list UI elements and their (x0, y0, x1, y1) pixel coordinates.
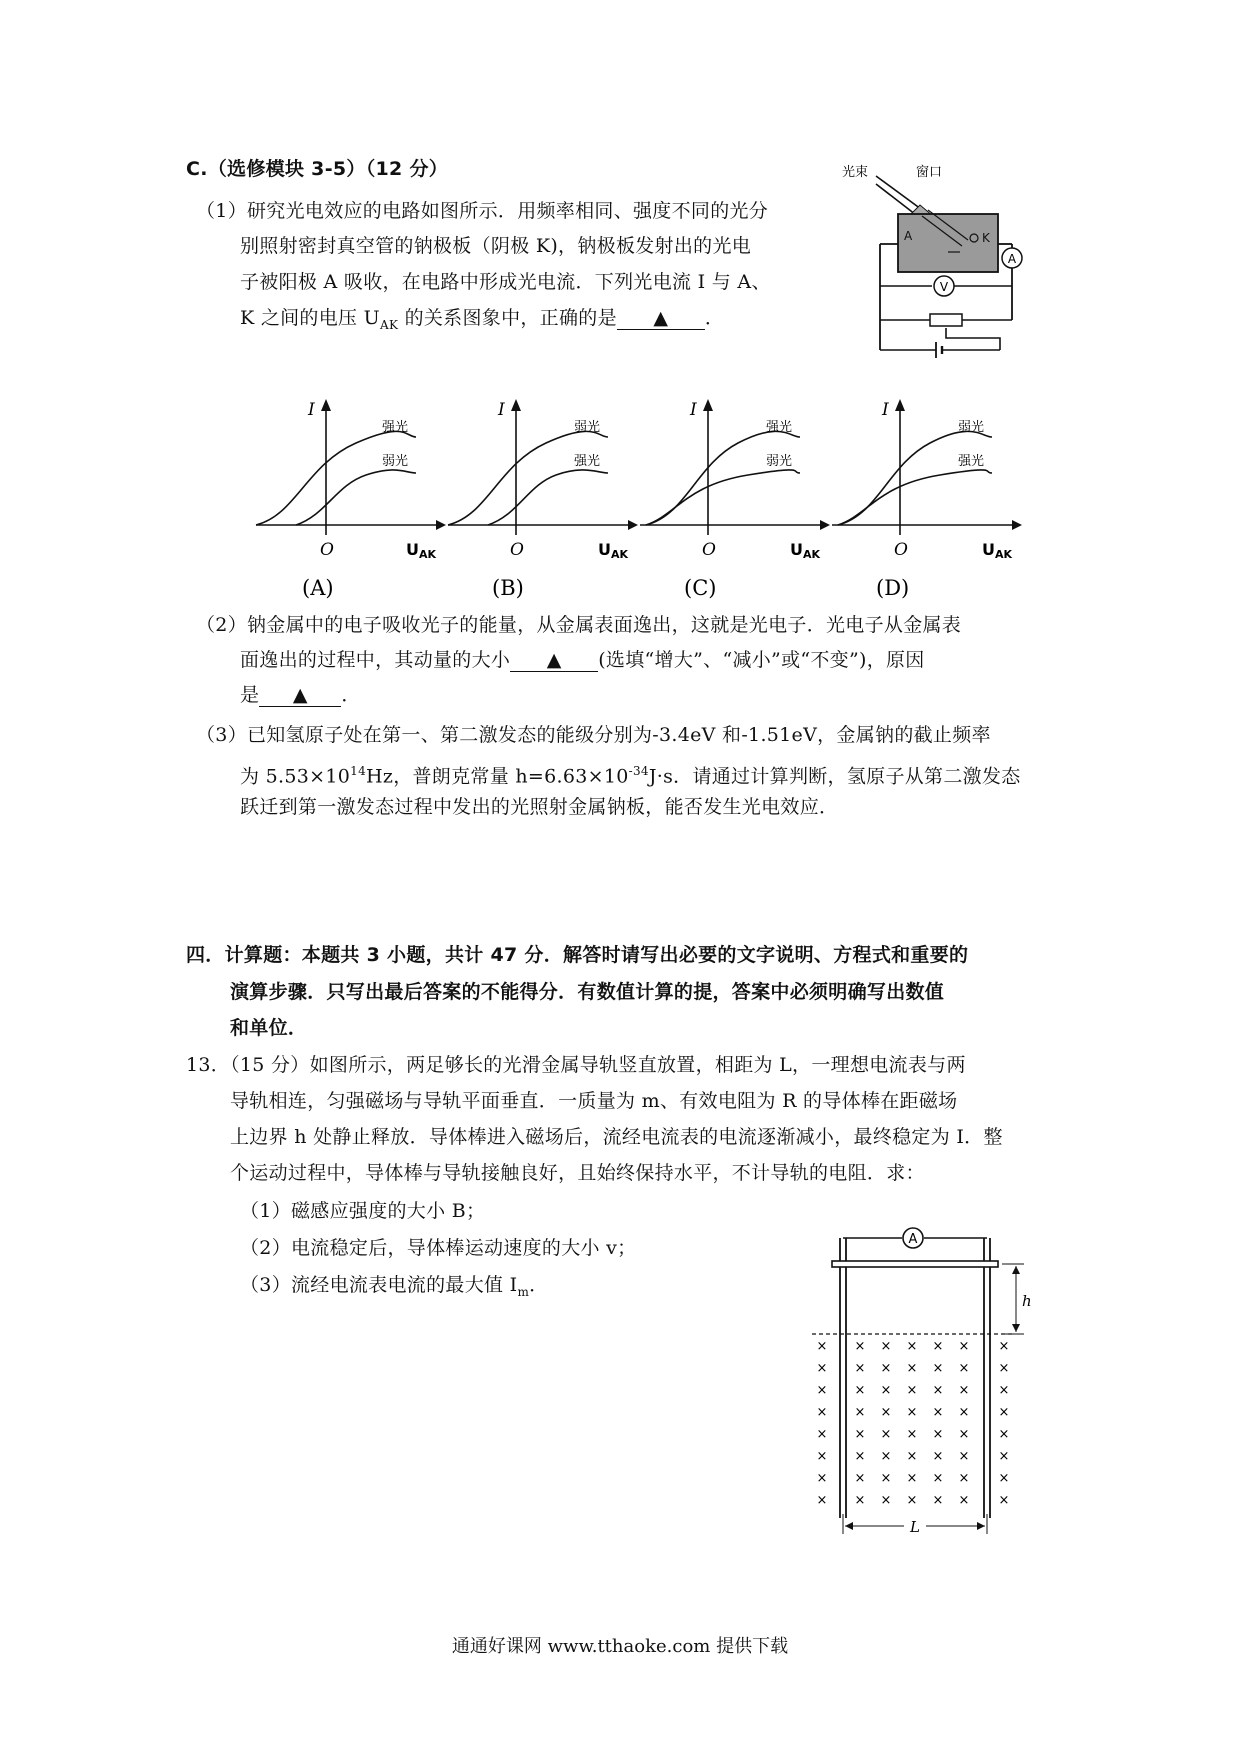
photoelectric-circuit-diagram (840, 160, 1040, 380)
field-mark: × (958, 1405, 970, 1420)
iu-graph-1 (256, 395, 456, 600)
rail-magnetic-field-figure (808, 1228, 1048, 1548)
origin-label: O (510, 540, 524, 560)
field-mark: × (932, 1471, 944, 1486)
option-label: (A) (302, 576, 334, 600)
lower-curve (838, 470, 992, 525)
q13-sub3-sub: m (517, 1284, 530, 1299)
field-mark: × (958, 1427, 970, 1442)
window-label: 窗口 (916, 165, 943, 180)
q3-line3: 跃迁到第一激发态过程中发出的光照射金属钠板，能否发生光电效应． (240, 796, 839, 818)
q2-line3-post: ． (341, 684, 361, 706)
q13-sub3-end: ． (529, 1274, 549, 1296)
field-mark: × (880, 1383, 892, 1398)
x-axis-label: U (982, 540, 995, 559)
q3-line2 (240, 759, 1021, 788)
upper-curve (646, 431, 800, 525)
q2-line1: （2）钠金属中的电子吸收光子的能量，从金属表面逸出，这就是光电子．光电子从金属表 (196, 614, 962, 636)
lower-curve-label: 强光 (574, 454, 601, 469)
lower-curve (488, 470, 608, 525)
q2-line3-pre: 是 (240, 684, 260, 706)
field-mark: × (880, 1471, 892, 1486)
field-mark: × (906, 1449, 918, 1464)
upper-curve-label: 弱光 (958, 420, 985, 435)
iu-graph-2 (448, 395, 648, 600)
q2-line2-pre: 面逸出的过程中，其动量的大小 (240, 649, 511, 671)
field-mark: × (816, 1383, 828, 1398)
y-axis-label: I (498, 400, 505, 420)
field-mark: × (906, 1427, 918, 1442)
q1-line4-mid: 的关系图象中，正确的是 (398, 307, 617, 329)
q1-line3: 子被阳极 A 吸收，在电路中形成光电流．下列光电流 I 与 A、 (240, 271, 771, 293)
iu-graph-3 (640, 395, 840, 600)
field-mark: × (958, 1339, 970, 1354)
field-mark: × (816, 1405, 828, 1420)
q13-line1: 13．（15 分）如图所示，两足够长的光滑金属导轨竖直放置，相距为 L，一理想电流表与两 (186, 1054, 966, 1076)
field-mark: × (854, 1339, 866, 1354)
lower-curve-label: 弱光 (382, 454, 409, 469)
q2-momentum-blank[interactable]: ▲ (510, 649, 598, 672)
width-label: L (910, 1518, 920, 1536)
field-mark: × (854, 1493, 866, 1508)
field-mark: × (958, 1471, 970, 1486)
x-axis-label: U (598, 540, 611, 559)
origin-label: O (894, 540, 908, 560)
field-mark: × (816, 1493, 828, 1508)
section-iv-line3: 和单位． (230, 1017, 308, 1039)
field-mark: × (958, 1493, 970, 1508)
x-axis-label: U (406, 540, 419, 559)
field-mark: × (816, 1471, 828, 1486)
field-mark: × (932, 1405, 944, 1420)
field-mark: × (854, 1471, 866, 1486)
field-mark: × (932, 1383, 944, 1398)
q3-line2-a: 为 5.53×10 (240, 765, 351, 788)
field-mark: × (932, 1449, 944, 1464)
origin-label: O (320, 540, 334, 560)
origin-label: O (702, 540, 716, 560)
x-axis-arrow (628, 520, 638, 530)
field-mark: × (998, 1471, 1010, 1486)
x-axis-label: U (790, 540, 803, 559)
field-mark: × (958, 1361, 970, 1376)
field-mark: × (880, 1405, 892, 1420)
section-iv-line2: 演算步骤．只写出最后答案的不能得分．有数值计算的提，答案中必须明确写出数值 (230, 981, 945, 1003)
q1-uak-sub: AK (380, 317, 399, 332)
x-axis-arrow (1012, 520, 1022, 530)
upper-curve-label: 强光 (766, 420, 793, 435)
q1-line4 (240, 306, 724, 337)
q13-sub2: （2）电流稳定后，导体棒运动速度的大小 v； (240, 1237, 637, 1259)
field-mark: × (932, 1361, 944, 1376)
q13-sub3-pre: （3）流经电流表电流的最大值 I (240, 1274, 518, 1296)
q3-exp2: -34 (628, 764, 649, 778)
height-label: h (1022, 1292, 1032, 1310)
field-mark: × (932, 1493, 944, 1508)
field-mark: × (906, 1493, 918, 1508)
field-mark: × (906, 1361, 918, 1376)
q3-line1: （3）已知氢原子处在第一、第二激发态的能级分别为-3.4eV 和-1.51eV，金属钠的截止频率 (196, 724, 991, 746)
field-mark: × (958, 1383, 970, 1398)
field-mark: × (880, 1339, 892, 1354)
x-axis-label-sub: AK (995, 548, 1013, 561)
field-mark: × (816, 1427, 828, 1442)
section-iv-line1: 四．计算题：本题共 3 小题，共计 47 分．解答时请写出必要的文字说明、方程式和重要的 (186, 944, 969, 966)
field-mark: × (906, 1339, 918, 1354)
x-axis-arrow (436, 520, 446, 530)
iu-graph-4 (832, 395, 1032, 600)
q13-line2: 导轨相连，匀强磁场与导轨平面垂直．一质量为 m、有效电阻为 R 的导体棒在距磁场 (230, 1090, 958, 1112)
x-axis-arrow (820, 520, 830, 530)
upper-curve (256, 431, 416, 525)
field-mark: × (880, 1427, 892, 1442)
q2-line3 (240, 683, 361, 707)
field-mark: × (854, 1383, 866, 1398)
field-mark: × (854, 1449, 866, 1464)
q2-reason-blank[interactable]: ▲ (259, 684, 341, 707)
section-c-heading: C.（选修模块 3-5）（12 分） (186, 158, 449, 180)
y-axis-label: I (308, 400, 315, 420)
y-axis-label: I (882, 400, 889, 420)
y-axis-arrow (511, 399, 521, 411)
upper-curve-label: 强光 (382, 420, 409, 435)
field-mark: × (998, 1361, 1010, 1376)
x-axis-label-sub: AK (611, 548, 629, 561)
x-axis-label-sub: AK (419, 548, 437, 561)
q1-line2: 别照射密封真空管的钠极板（阴极 K)，钠极板发射出的光电 (240, 235, 752, 257)
field-mark: × (906, 1405, 918, 1420)
field-mark: × (932, 1339, 944, 1354)
q13-line4: 个运动过程中，导体棒与导轨接触良好，且始终保持水平，不计导轨的电阻．求： (230, 1162, 925, 1184)
lower-curve (646, 470, 800, 525)
lower-curve (296, 470, 416, 525)
x-axis-label-sub: AK (803, 548, 821, 561)
option-label: (D) (876, 576, 910, 600)
ammeter-label: A (1007, 252, 1017, 266)
rail-ammeter-label: A (908, 1232, 918, 1247)
upper-curve-label: 弱光 (574, 420, 601, 435)
q13-line3: 上边界 h 处静止释放．导体棒进入磁场后，流经电流表的电流逐渐减小，最终稳定为 I．整 (230, 1126, 1003, 1148)
y-axis-arrow (895, 399, 905, 411)
field-mark: × (854, 1427, 866, 1442)
upper-curve (838, 431, 992, 525)
field-mark: × (854, 1361, 866, 1376)
q13-sub1: （1）磁感应强度的大小 B； (240, 1200, 486, 1222)
field-mark: × (854, 1405, 866, 1420)
lower-curve-label: 弱光 (766, 454, 793, 469)
field-mark: × (816, 1339, 828, 1354)
field-mark: × (816, 1449, 828, 1464)
rheostat-icon (930, 314, 962, 326)
field-mark: × (998, 1405, 1010, 1420)
field-mark: × (880, 1449, 892, 1464)
field-mark: × (880, 1493, 892, 1508)
conductor-rod (832, 1261, 998, 1267)
field-mark: × (998, 1493, 1010, 1508)
field-mark: × (816, 1361, 828, 1376)
voltmeter-label: V (939, 280, 949, 294)
field-mark: × (906, 1383, 918, 1398)
field-mark: × (932, 1427, 944, 1442)
option-label: (B) (492, 576, 524, 600)
q1-line4-pre: K 之间的电压 U (240, 307, 380, 329)
q1-answer-blank[interactable]: ▲ (617, 307, 705, 330)
footer-source: 通通好课网 www.tthaoke.com 提供下载 (451, 1636, 789, 1657)
option-label: (C) (684, 576, 717, 600)
field-mark: × (958, 1449, 970, 1464)
q3-line2-b: Hz，普朗克常量 h=6.63×10 (366, 765, 629, 788)
field-mark: × (906, 1471, 918, 1486)
upper-curve (448, 431, 608, 525)
field-mark: × (880, 1361, 892, 1376)
field-mark: × (998, 1383, 1010, 1398)
q2-line2-post: (选填“增大”、“减小”或“不变”)，原因 (598, 649, 925, 671)
q1-line1: （1）研究光电效应的电路如图所示．用频率相同、强度不同的光分 (196, 200, 769, 222)
beam-label: 光束 (842, 165, 869, 180)
anode-label: A (904, 229, 913, 243)
q2-line2 (240, 648, 925, 672)
y-axis-arrow (321, 399, 331, 411)
q3-exp1: 14 (350, 764, 367, 778)
cathode-label: K (982, 231, 990, 245)
field-mark: × (998, 1427, 1010, 1442)
y-axis-arrow (703, 399, 713, 411)
q1-line4-end: ． (704, 307, 725, 329)
q3-line2-c: J·s．请通过计算判断，氢原子从第二激发态 (648, 765, 1021, 788)
field-mark: × (998, 1339, 1010, 1354)
y-axis-label: I (690, 400, 697, 420)
q13-sub3 (240, 1273, 548, 1304)
field-mark: × (998, 1449, 1010, 1464)
lower-curve-label: 强光 (958, 454, 985, 469)
